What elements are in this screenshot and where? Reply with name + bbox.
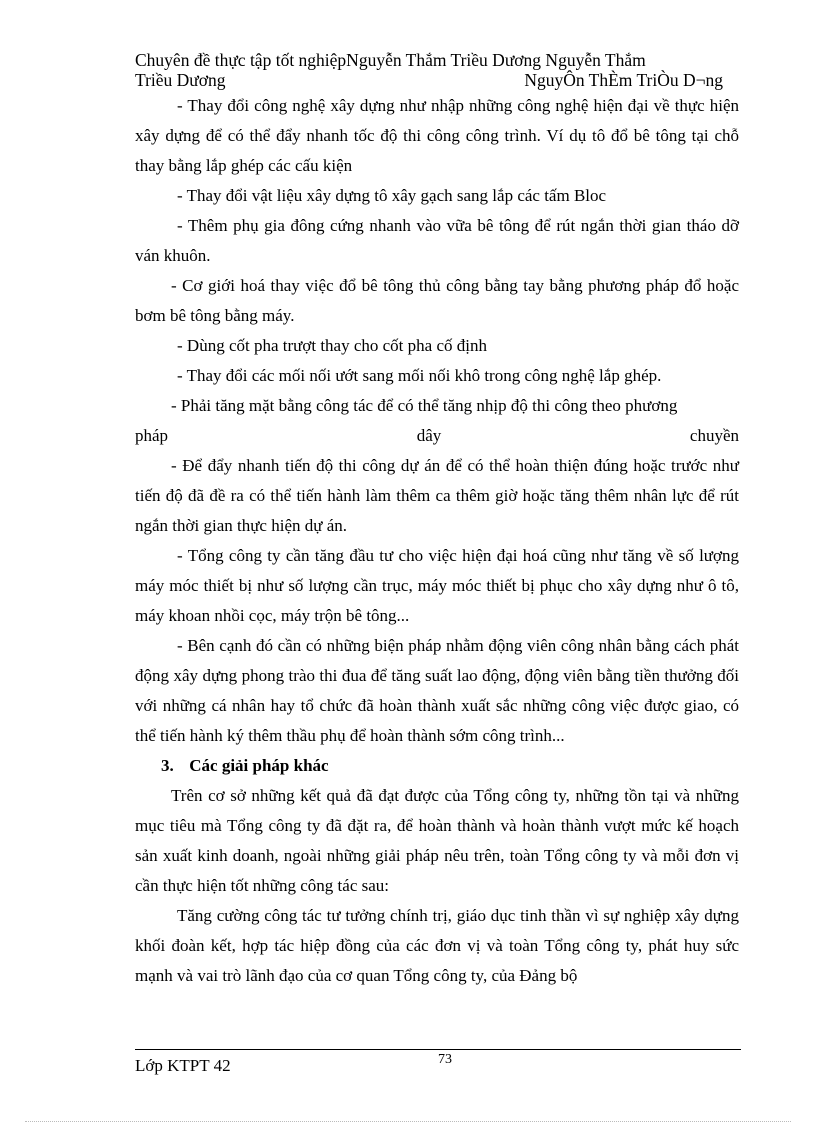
paragraph-workspace-continued: [135, 421, 739, 451]
section-heading: [135, 751, 739, 781]
header-author-right: NguyÔn ThÈm TriÒu D¬ng: [524, 70, 723, 90]
word-phap: pháp: [135, 426, 169, 445]
section-number: 3.: [161, 756, 174, 775]
section-title: Các giải pháp khác: [189, 756, 329, 775]
page-header: [135, 50, 735, 90]
page-bottom-dotted-divider: [25, 1121, 791, 1122]
paragraph-investment: - Tổng công ty cần tăng đầu tư cho việc hiện đại hoá cũng như tăng về số lượng máy móc thiết bị như số lượng cần trục, máy móc thiết bị phục cho xây dựng như ô tô, máy khoan nhồi cọc, máy trộn bê tông...: [135, 546, 739, 625]
paragraph-political-work: Tăng cường công tác tư tưởng chính trị, giáo dục tinh thần vì sự nghiệp xây dựng khối đoàn kết, hợp tác hiệp đồng của các đơn vị và toàn Tổng công ty, phát huy sức mạnh và vai trò lãnh đạo của cơ quan Tổng công ty, của Đảng bộ: [135, 906, 739, 985]
paragraph-motivation: - Bên cạnh đó cần có những biện pháp nhằm động viên công nhân bằng cách phát động xây dựng phong trào thi đua để tăng suất lao động, động viên bằng tiền thưởng đối với những cá nhân hay tổ chức đã hoàn thành xuất sắc những công việc được giao, có thể tiến hành ký thêm thầu phụ để hoàn thành sớm công trình...: [135, 636, 739, 745]
paragraph-materials: - Thay đổi vật liệu xây dựng tô xây gạch sang lắp các tấm Bloc: [177, 186, 607, 205]
footer-class-label: Lớp KTPT 42: [135, 1056, 231, 1075]
paragraph-formwork: - Dùng cốt pha trượt thay cho cốt pha cố định: [177, 336, 487, 355]
paragraph-workspace: - Phải tăng mặt bằng công tác để có thể tăng nhịp độ thi công theo phương: [171, 396, 678, 415]
paragraph-additive: - Thêm phụ gia đông cứng nhanh vào vữa bê tông để rút ngắn thời gian tháo dỡ ván khuôn.: [135, 216, 739, 265]
word-chuyen: chuyền: [689, 426, 739, 445]
paragraph-other-solutions: Trên cơ sở những kết quả đã đạt được của Tổng công ty, những tồn tại và những mục tiêu mà Tổng công ty đã đặt ra, để hoàn thành và hoàn thành vượt mức kế hoạch sản xuất kinh doanh, ngoài những giải pháp nêu trên, toàn Tổng công ty và mỗi đơn vị cần thực hiện tốt những công tác sau:: [135, 786, 739, 895]
paragraph-joints: - Thay đổi các mối nối ướt sang mối nối khô trong công nghệ lắp ghép.: [177, 366, 662, 385]
word-day: dây: [416, 426, 442, 445]
header-line-2: [135, 70, 735, 90]
paragraph-mechanization: - Cơ giới hoá thay việc đổ bê tông thủ công bằng tay bằng phương pháp đổ hoặc bơm bê tông bằng máy.: [135, 276, 739, 325]
header-line-1: Chuyên đề thực tập tốt nghiệpNguyễn Thắm Triều Dương Nguyễn Thắm: [135, 50, 646, 70]
footer-divider: [135, 1049, 741, 1050]
header-author-left: Triều Dương: [135, 70, 226, 90]
paragraph-schedule: - Để đẩy nhanh tiến độ thi công dự án để có thể hoàn thiện đúng hoặc trước như tiến độ đã đề ra có thể tiến hành làm thêm ca thêm giờ hoặc tăng thêm nhân lực để rút ngắn thời gian thực hiện dự án.: [135, 456, 739, 535]
paragraph-technology: - Thay đổi công nghệ xây dựng như nhập những công nghệ hiện đại về thực hiện xây dựng để có thể đẩy nhanh tốc độ thi công công trình. Ví dụ tô đổ bê tông tại chỗ thay bằng lắp ghép các cấu kiện: [135, 96, 739, 175]
document-body: [135, 91, 739, 991]
page-number: 73: [438, 1052, 452, 1067]
